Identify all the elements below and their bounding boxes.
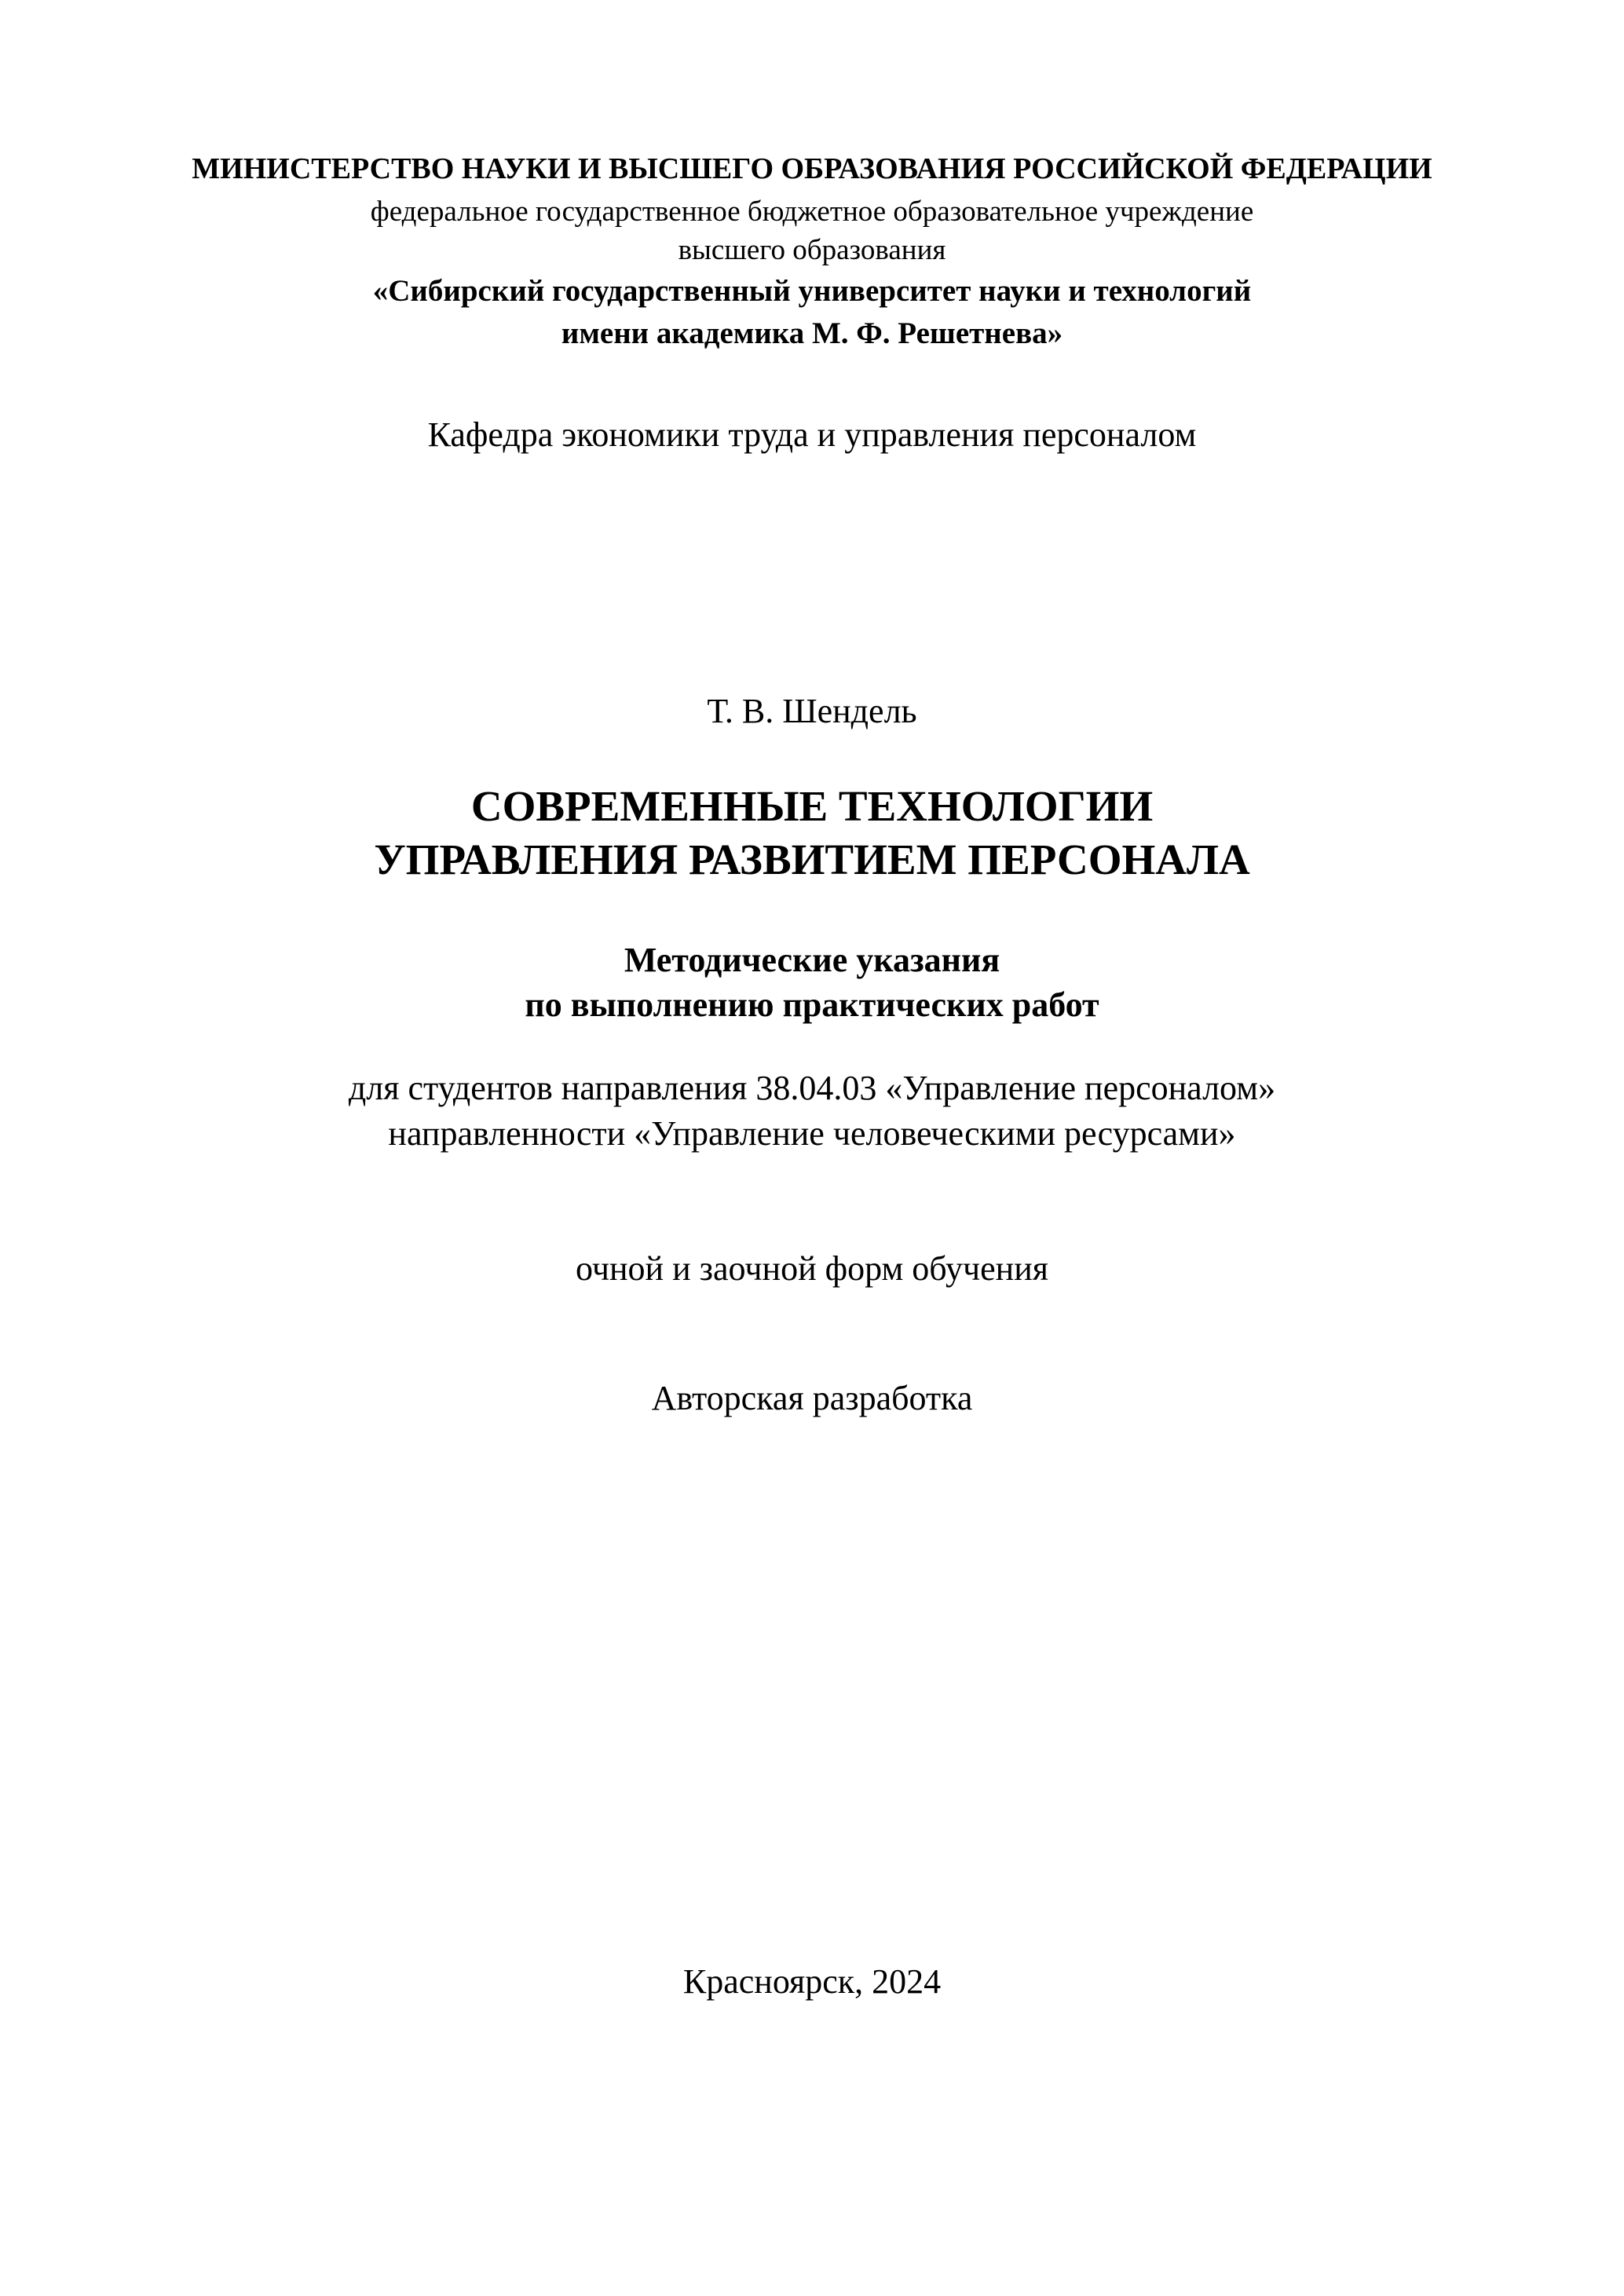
ministry-name: МИНИСТЕРСТВО НАУКИ И ВЫСШЕГО ОБРАЗОВАНИЯ РОССИЙСКОЙ ФЕДЕРАЦИИ — [192, 152, 1432, 185]
author-name: Т. В. Шендель — [707, 692, 917, 730]
department-name: Кафедра экономики труда и управления персоналом — [427, 415, 1197, 454]
study-form: очной и заочной форм обучения — [575, 1249, 1048, 1288]
authors-note: Авторская разработка — [651, 1379, 973, 1417]
institution-type-line2: высшего образования — [678, 234, 946, 266]
university-name-line2: имени академика М. Ф. Решетнева» — [561, 316, 1063, 350]
document-title-line1: СОВРЕМЕННЫЕ ТЕХНОЛОГИИ — [470, 782, 1154, 830]
place-and-year: Красноярск, 2024 — [682, 1962, 942, 2001]
document-title-line2: УПРАВЛЕНИЯ РАЗВИТИЕМ ПЕРСОНАЛА — [374, 835, 1250, 883]
audience-line2: направленности «Управление человеческими ресурсами» — [388, 1114, 1236, 1153]
audience-line1: для студентов направления 38.04.03 «Управление персоналом» — [348, 1069, 1276, 1107]
document-subtitle-line1: Методические указания — [624, 941, 1000, 979]
institution-type-line1: федеральное государственное бюджетное образовательное учреждение — [370, 196, 1254, 228]
university-name-line1: «Сибирский государственный университет науки и технологий — [372, 274, 1252, 308]
document-subtitle-line2: по выполнению практических работ — [525, 985, 1099, 1024]
